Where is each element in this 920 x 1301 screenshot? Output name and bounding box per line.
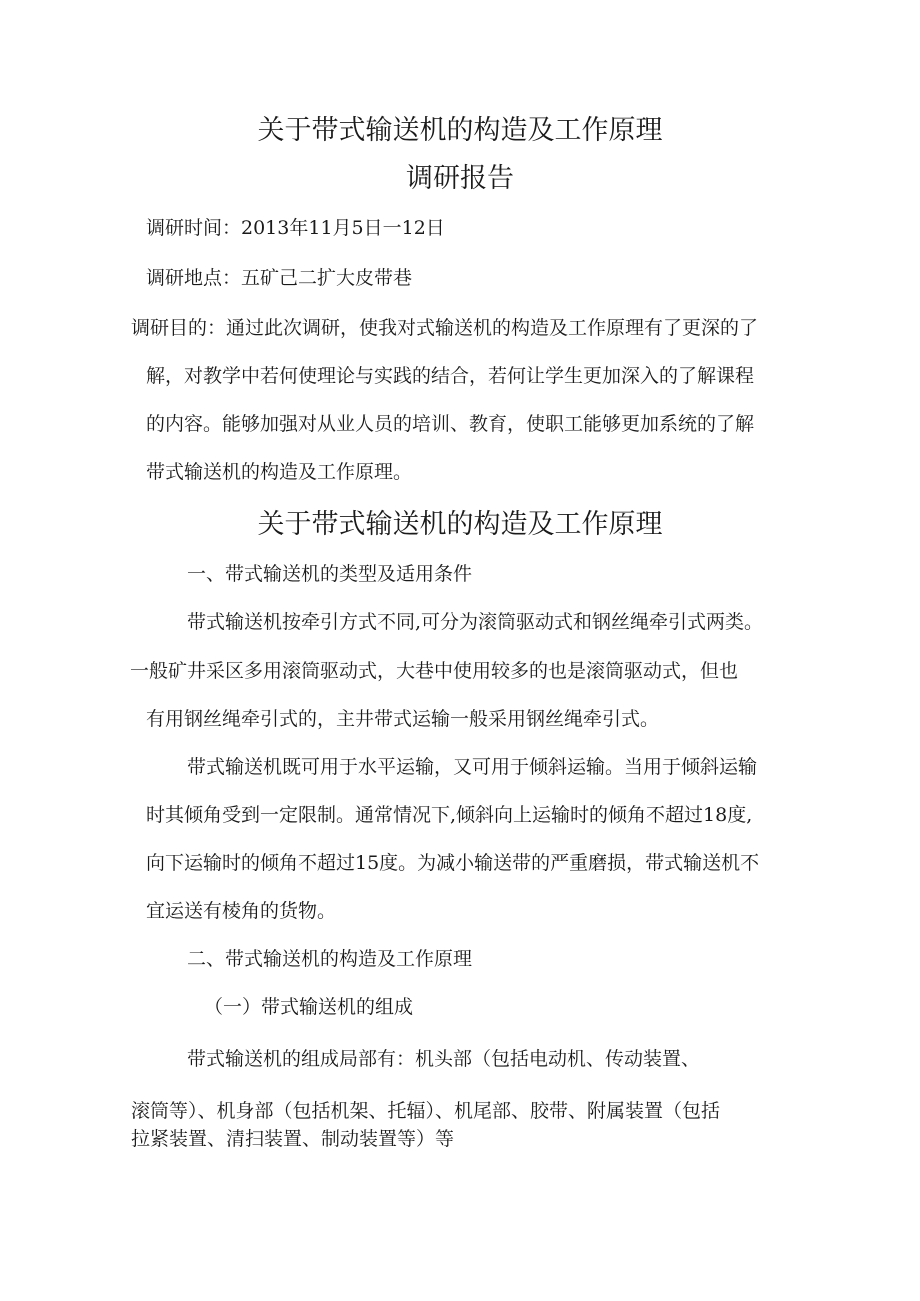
survey-time: 调研时间：2013年11月5日一12日 bbox=[146, 217, 445, 239]
heading-2: 二、带式输送机的构造及工作原理 bbox=[187, 948, 473, 970]
paragraph-line: 向下运输时的倾角不超过15度。为减小输送带的严重磨损，带式输送机不 bbox=[146, 852, 760, 874]
paragraph-line: 有用钢丝绳牵引式的，主井带式运输一般采用钢丝绳牵引式。 bbox=[146, 708, 660, 730]
heading-1: 一、带式输送机的类型及适用条件 bbox=[187, 563, 473, 585]
survey-purpose-line: 解，对教学中若何使理论与实践的结合，若何让学生更加深入的了解课程 bbox=[146, 365, 755, 387]
section-title: 关于带式输送机的构造及工作原理 bbox=[257, 509, 663, 540]
survey-purpose-line: 调研目的：通过此次调研，使我对式输送机的构造及工作原理有了更深的了 bbox=[131, 317, 759, 339]
paragraph-line: 带式输送机既可用于水平运输，又可用于倾斜运输。当用于倾斜运输 bbox=[187, 756, 758, 778]
paragraph-line: 宜运送有棱角的货物。 bbox=[146, 900, 337, 922]
survey-place: 调研地点：五矿己二扩大皮带巷 bbox=[146, 267, 413, 289]
doc-title-line2: 调研报告 bbox=[406, 163, 514, 194]
doc-title-line1: 关于带式输送机的构造及工作原理 bbox=[257, 115, 663, 146]
paragraph-line: 时其倾角受到一定限制。通常情况下,倾斜向上运输时的倾角不超过18度, bbox=[146, 804, 753, 826]
paragraph-line: 一般矿井采区多用滚筒驱动式，大巷中使用较多的也是滚筒驱动式，但也 bbox=[130, 660, 739, 682]
paragraph-line: 带式输送机的组成局部有：机头部（包括电动机、传动装置、 bbox=[187, 1048, 701, 1070]
paragraph-line: 带式输送机按牵引方式不同,可分为滚筒驱动式和钢丝绳牵引式两类。 bbox=[187, 611, 764, 633]
paragraph-line: 拉紧装置、清扫装置、制动装置等）等 bbox=[131, 1128, 455, 1150]
subheading: （一）带式输送机的组成 bbox=[204, 996, 414, 1018]
paragraph-line: 滚筒等）、机身部（包括机架、托辐）、机尾部、胶带、附属装置（包括 bbox=[131, 1100, 721, 1122]
survey-purpose-line: 的内容。能够加强对从业人员的培训、教育，使职工能够更加系统的了解 bbox=[146, 413, 755, 435]
survey-purpose-line: 带式输送机的构造及工作原理。 bbox=[146, 461, 413, 483]
